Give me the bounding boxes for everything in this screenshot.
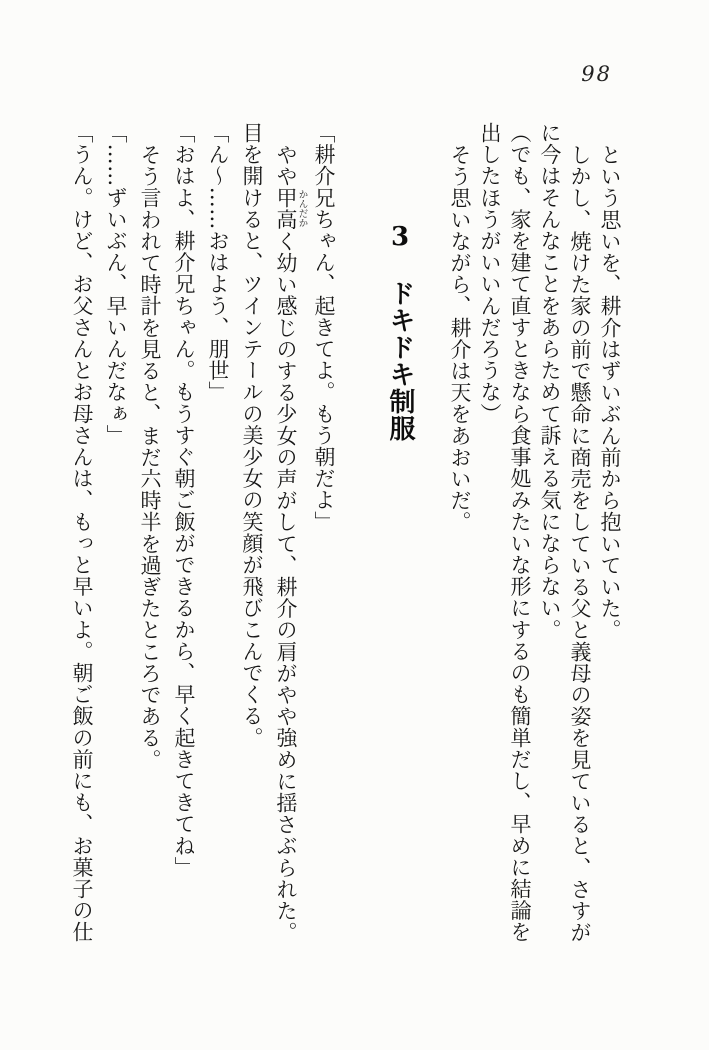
- text-line: に今はそんなことをあらためて訴える気にならない。: [538, 122, 562, 641]
- text-line: そう言われて時計を見ると、まだ六時半を過ぎたところである。: [138, 144, 162, 771]
- text-line: やや甲高かんだかく幼い感じのする少女の声がして、耕介の肩がやや強めに揺さぶられた。: [274, 144, 308, 944]
- text-line: 「ん〜……おはよう、朋世」: [206, 122, 230, 403]
- chapter-heading: 3 ドキドキ制服: [385, 222, 415, 442]
- text-line: 「おはよ、耕介兄ちゃん。もうすぐ朝ご飯ができるから、早く起きてきてね」: [172, 122, 196, 878]
- vertical-text-block: [69, 122, 625, 946]
- text-line: 出したほうがいいんだろうな）: [478, 122, 502, 425]
- text-line: しかし、焼けた家の前で懸命に商売をしている父と義母の姿を見ていると、さすが: [568, 144, 592, 944]
- text-line: という思いを、耕介はずいぶん前から抱いていた。: [598, 144, 622, 641]
- furigana-annotated-word: 甲高かんだか: [274, 187, 308, 231]
- text-line: 「……ずいぶん、早いんだなぁ」: [104, 122, 128, 446]
- text-line: 「うん。けど、お父さんとお母さんは、もっと早いよ。朝ご飯の前にも、お菓子の仕: [70, 122, 94, 943]
- text-line: 目を開けると、ツインテールの美少女の笑顔が飛びこんでくる。: [240, 122, 264, 749]
- page-number: 98: [581, 62, 612, 86]
- text-line: 「耕介兄ちゃん、起きてよ。もう朝だよ」: [312, 122, 336, 533]
- text-line: そう思いながら、耕介は天をあおいだ。: [448, 144, 472, 533]
- text-line: （でも、家を建て直すときなら食事処みたいな形にするのも簡単だし、早めに結論を: [508, 122, 532, 943]
